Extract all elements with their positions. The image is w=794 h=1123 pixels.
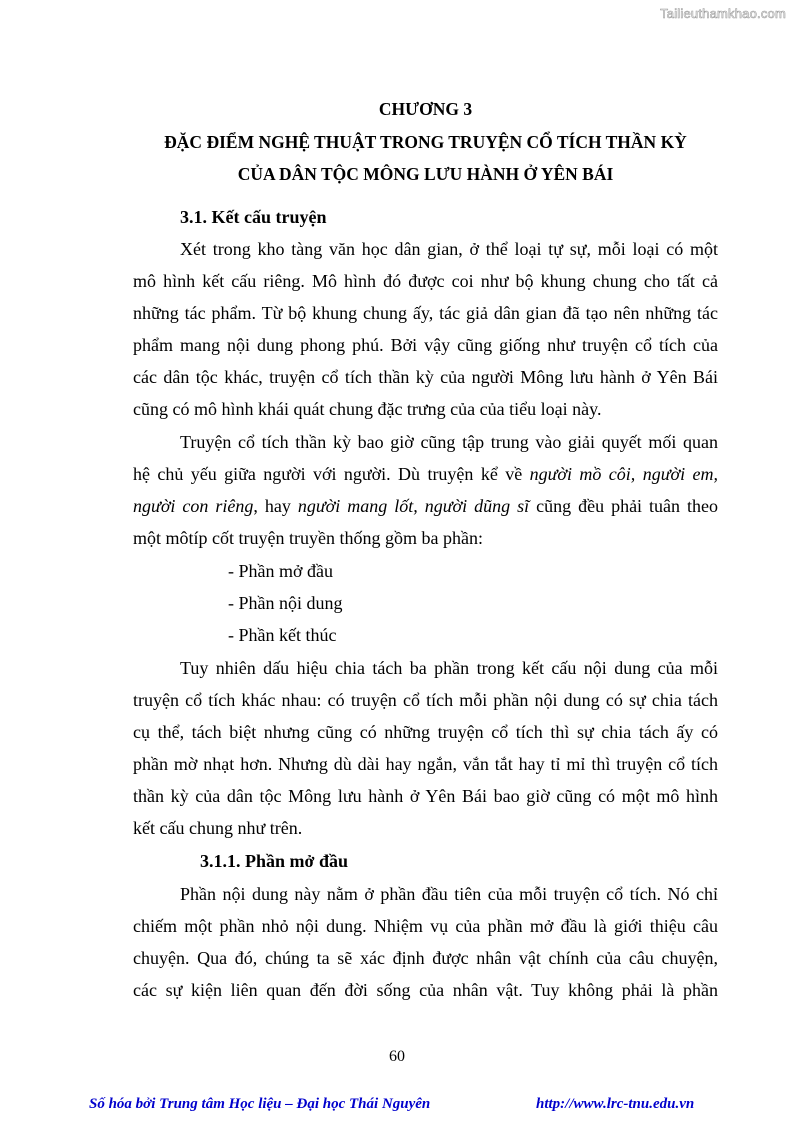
footer-source-text: Số hóa bởi Trung tâm Học liệu – Đại học Thái Nguyên [89,1096,431,1112]
list-item: - Phần nội dung [228,593,343,613]
paragraph-line: thần kỳ của dân tộc Mông lưu hành ở Yên Bái bao giờ cũng có một mô hình [133,786,718,806]
paragraph-line: những tác phẩm. Từ bộ khung chung ấy, tác giả dân gian đã tạo nên những tác [133,303,718,323]
watermark: Tailieuthamkhao.com [660,6,786,21]
paragraph-line: kết cấu chung như trên. [133,818,303,838]
paragraph-line: mô hình kết cấu riêng. Mô hình đó được coi như bộ khung chung cho tất cả [133,271,718,291]
section-heading-3-1-1: 3.1.1. Phần mở đầu [200,851,348,871]
paragraph-line: Tuy nhiên dấu hiệu chia tách ba phần trong kết cấu nội dung của mỗi [180,658,718,678]
italic-run: người mang lốt, người dũng sĩ [297,496,530,516]
paragraph-line: cụ thể, tách biệt nhưng cũng có những truyện cổ tích thì sự chia tách ấy có [133,722,718,742]
paragraph-line: các dân tộc khác, truyện cổ tích thần kỳ của người Mông lưu hành ở Yên Bái [133,367,718,387]
italic-run: người con riêng [133,496,254,516]
paragraph-line: cũng có mô hình khái quát chung đặc trưng của của tiểu loại này. [133,399,602,419]
paragraph-line [133,495,718,517]
paragraph-line: phần mờ nhạt hơn. Nhưng dù dài hay ngắn, vắn tắt hay tỉ mỉ thì truyện cổ tích [133,754,718,774]
list-item: - Phần mở đầu [228,561,334,581]
chapter-title-line-2: CỦA DÂN TỘC MÔNG LƯU HÀNH Ở YÊN BÁI [237,164,614,184]
paragraph-line [133,463,718,485]
text-run: cũng đều phải tuân theo [529,496,719,516]
chapter-title-line-1: ĐẶC ĐIỂM NGHỆ THUẬT TRONG TRUYỆN CỔ TÍCH THẦN KỲ [164,132,687,152]
footer-url-link[interactable]: http://www.lrc-tnu.edu.vn [536,1096,695,1112]
paragraph-line: Truyện cổ tích thần kỳ bao giờ cũng tập trung vào giải quyết mối quan [180,432,718,452]
text-run: , hay [253,496,298,516]
paragraph-line: truyện cổ tích khác nhau: có truyện cổ tích mỗi phần nội dung có sự chia tách [133,690,718,710]
paragraph-line: chiếm một phần nhỏ nội dung. Nhiệm vụ của phần mở đầu là giới thiệu câu [133,916,718,936]
paragraph-line: các sự kiện liên quan đến đời sống của nhân vật. Tuy không phải là phần [133,980,718,1000]
list-item: - Phần kết thúc [228,625,337,645]
text-run: hệ chủ yếu giữa người với người. Dù truyện kể về [133,464,530,484]
italic-run: người mồ côi, người em, [529,464,719,484]
paragraph-line: phẩm mang nội dung phong phú. Bởi vậy cũng giống như truyện cổ tích của [133,335,718,355]
page-number: 60 [389,1048,405,1065]
chapter-number: CHƯƠNG 3 [378,99,473,119]
section-heading-3-1: 3.1. Kết cấu truyện [180,207,327,227]
paragraph-line: Phần nội dung này nằm ở phần đầu tiên của mỗi truyện cổ tích. Nó chỉ [180,884,718,904]
paragraph-line: Xét trong kho tàng văn học dân gian, ở thể loại tự sự, mỗi loại có một [180,239,718,259]
paragraph-line: một môtíp cốt truyện truyền thống gồm ba phần: [133,528,483,548]
paragraph-line: chuyện. Qua đó, chúng ta sẽ xác định được nhân vật chính của câu chuyện, [133,948,718,968]
